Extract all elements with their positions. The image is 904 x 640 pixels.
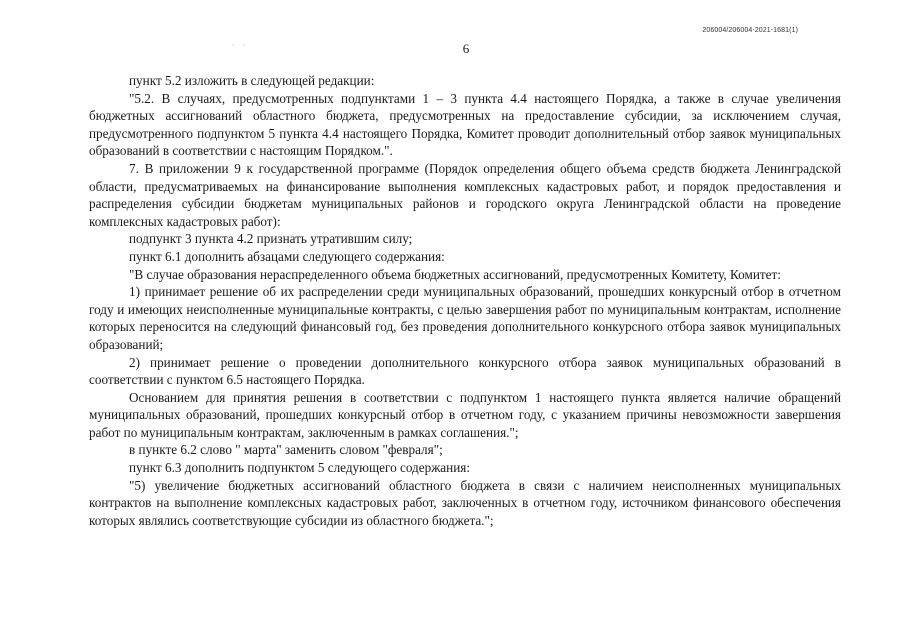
- paragraph-1: пункт 5.2 изложить в следующей редакции:: [129, 73, 375, 88]
- paragraph-6: "В случае образования нераспределенного объема бюджетных ассигнований, предусмотренных Комитету, Комитет:: [129, 266, 781, 282]
- paragraph-8: 2) принимает решение о проведении дополнительного конкурсного отбора заявок муниципальных образований в соответствии с пунктом 6.5 настоящего Порядка.: [89, 354, 841, 388]
- paragraph-2: "5.2. В случаях, предусмотренных подпунктами 1 – 3 пункта 4.4 настоящего Порядка, а также в случае увеличения бюджетных ассигнований областного бюджета, предусмотренных на предоставление субсидии, за исключением случая, предусмотренного подпунктом 5 пункта 4.4 настоящего Порядка, Комитет проводит дополнительный отбор заявок муниципальных образований в соответствии с настоящим Порядком.".: [89, 90, 841, 159]
- paragraph-5: пункт 6.1 дополнить абзацами следующего содержания:: [129, 248, 445, 264]
- scan-dots: · ·: [232, 41, 249, 50]
- paragraph-10: в пункте 6.2 слово " марта" заменить словом "февраля";: [129, 442, 443, 458]
- paragraph-3: 7. В приложении 9 к государственной программе (Порядок определения общего объема средств бюджета Ленинградской области, предусматриваемых на финансирование выполнения комплексных кадастровых работ, и порядок предоставления и распределения субсидии бюджетам муниципальных районов и городского округа Ленинградской области на проведение комплексных кадастровых работ):: [89, 160, 841, 229]
- paragraph-12: "5) увеличение бюджетных ассигнований областного бюджета в связи с наличием неисполненных муниципальных контрактов на выполнение комплексных кадастровых работ, заключенных в отчетном году, источником финансового обеспечения которых являлись соответствующие субсидии из областного бюджета.";: [89, 477, 841, 528]
- document-body: [89, 72, 841, 529]
- page-number: 6: [462, 41, 470, 56]
- paragraph-4: подпункт 3 пункта 4.2 признать утратившим силу;: [129, 231, 413, 247]
- paragraph-11: пункт 6.3 дополнить подпунктом 5 следующего содержания:: [129, 460, 470, 476]
- paragraph-9: Основанием для принятия решения в соответствии с подпунктом 1 настоящего пункта является наличие обращений муниципальных образований, прошедших конкурсный отбор в отчетном году, с указанием причины невозможности завершения работ по муниципальным контрактам, заключенным в рамках соглашения.";: [89, 389, 841, 440]
- paragraph-7: 1) принимает решение об их распределении среди муниципальных образований, прошедших конкурсный отбор в отчетном году и имеющих неисполненные муниципальные контракты, с целью завершения работ по муниципальным контрактам, исполнение которых переносится на следующий финансовый год, без проведения дополнительного конкурсного отбора заявок муниципальных образований;: [89, 284, 841, 352]
- document-id: 206004/206004-2021-1681(1): [702, 27, 798, 34]
